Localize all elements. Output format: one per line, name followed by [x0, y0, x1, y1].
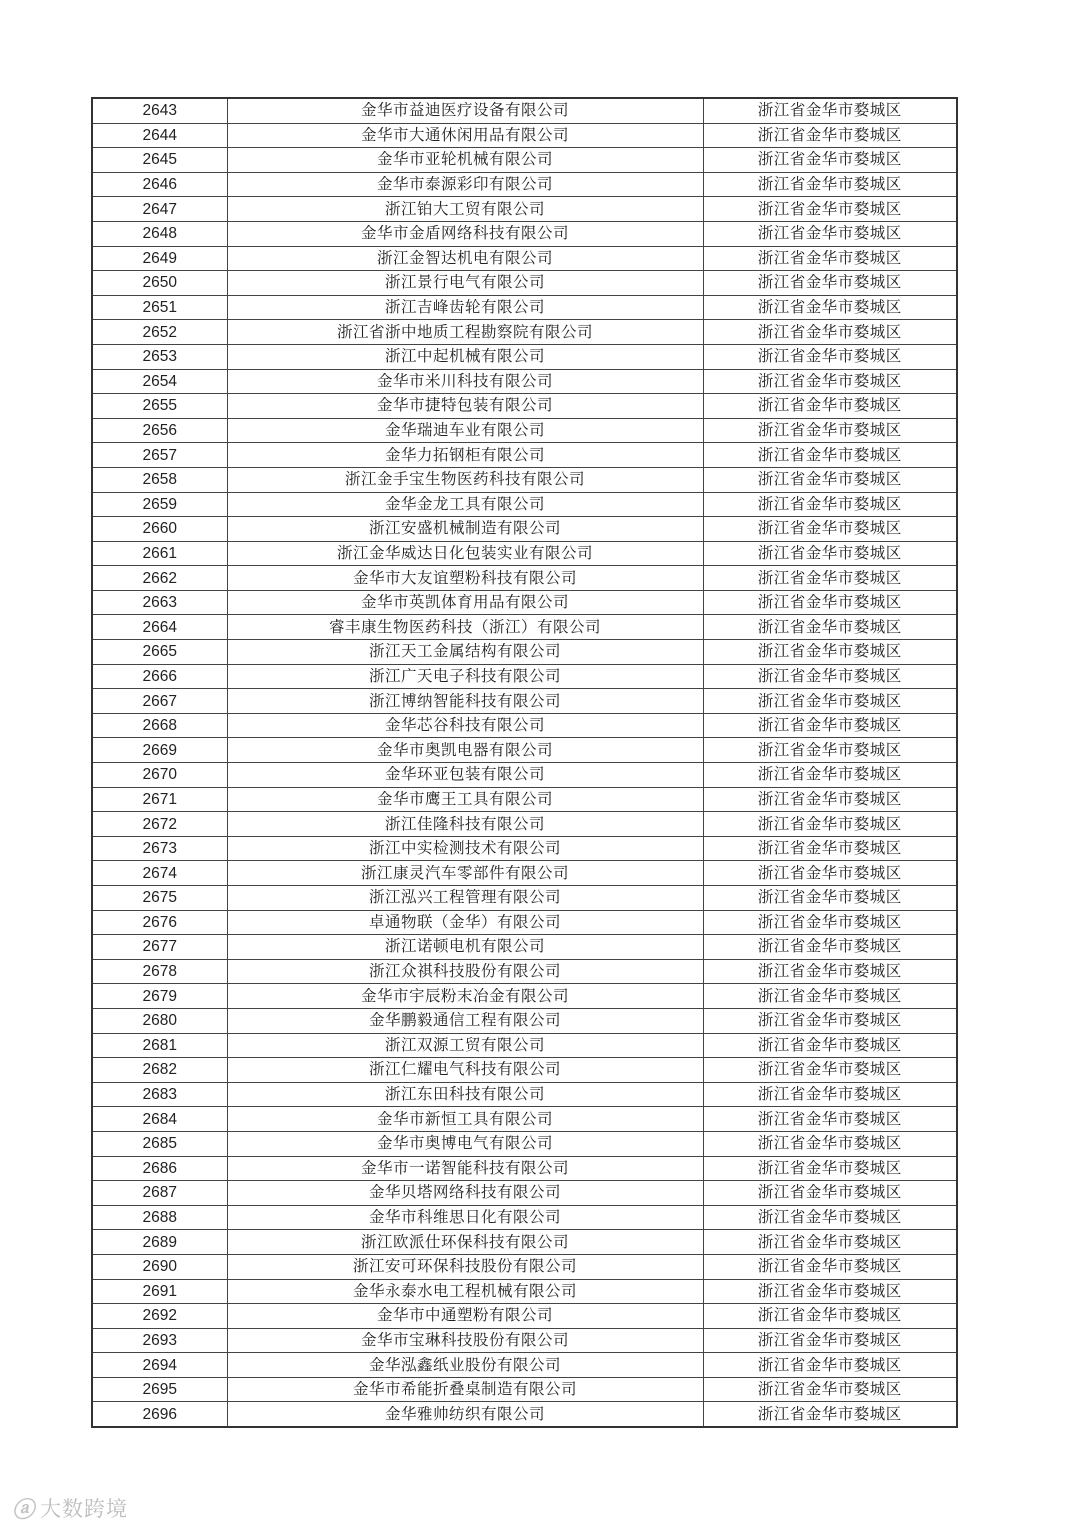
table-row: [92, 1402, 957, 1427]
company-name-cell: 金华贝塔网络科技有限公司: [227, 1181, 703, 1206]
row-number-cell: 2645: [92, 148, 227, 173]
company-name-cell: 浙江天工金属结构有限公司: [227, 640, 703, 665]
region-cell: 浙江省金华市婺城区: [703, 664, 957, 689]
company-name-cell: 金华市奥博电气有限公司: [227, 1131, 703, 1156]
company-name-cell: 浙江泓兴工程管理有限公司: [227, 886, 703, 911]
row-number-cell: 2686: [92, 1156, 227, 1181]
region-cell: 浙江省金华市婺城区: [703, 787, 957, 812]
row-number-cell: 2647: [92, 197, 227, 222]
row-number-cell: 2692: [92, 1304, 227, 1329]
company-name-cell: 浙江双源工贸有限公司: [227, 1033, 703, 1058]
table-row: [92, 640, 957, 665]
company-name-cell: 浙江中起机械有限公司: [227, 344, 703, 369]
company-name-cell: 浙江金华威达日化包装实业有限公司: [227, 541, 703, 566]
row-number-cell: 2693: [92, 1328, 227, 1353]
row-number-cell: 2644: [92, 123, 227, 148]
row-number-cell: 2660: [92, 517, 227, 542]
table-row: [92, 664, 957, 689]
region-cell: 浙江省金华市婺城区: [703, 1402, 957, 1427]
company-name-cell: 金华市米川科技有限公司: [227, 369, 703, 394]
company-name-cell: 金华市新恒工具有限公司: [227, 1107, 703, 1132]
region-cell: 浙江省金华市婺城区: [703, 984, 957, 1009]
table-row: [92, 689, 957, 714]
region-cell: 浙江省金华市婺城区: [703, 689, 957, 714]
region-cell: 浙江省金华市婺城区: [703, 492, 957, 517]
company-name-cell: 金华瑞迪车业有限公司: [227, 418, 703, 443]
region-cell: 浙江省金华市婺城区: [703, 812, 957, 837]
row-number-cell: 2680: [92, 1008, 227, 1033]
row-number-cell: 2661: [92, 541, 227, 566]
company-name-cell: 金华市英凯体育用品有限公司: [227, 590, 703, 615]
row-number-cell: 2652: [92, 320, 227, 345]
table-row: [92, 1304, 957, 1329]
region-cell: 浙江省金华市婺城区: [703, 369, 957, 394]
table-row: [92, 1279, 957, 1304]
company-name-cell: 金华市希能折叠桌制造有限公司: [227, 1377, 703, 1402]
region-cell: 浙江省金华市婺城区: [703, 935, 957, 960]
table-row: [92, 812, 957, 837]
region-cell: 浙江省金华市婺城区: [703, 1058, 957, 1083]
row-number-cell: 2694: [92, 1353, 227, 1378]
company-name-cell: 浙江众祺科技股份有限公司: [227, 959, 703, 984]
region-cell: 浙江省金华市婺城区: [703, 910, 957, 935]
region-cell: 浙江省金华市婺城区: [703, 172, 957, 197]
company-name-cell: 金华力拓钢柜有限公司: [227, 443, 703, 468]
company-name-cell: 金华市一诺智能科技有限公司: [227, 1156, 703, 1181]
region-cell: 浙江省金华市婺城区: [703, 344, 957, 369]
region-cell: 浙江省金华市婺城区: [703, 517, 957, 542]
region-cell: 浙江省金华市婺城区: [703, 1328, 957, 1353]
company-name-cell: 金华市中通塑粉有限公司: [227, 1304, 703, 1329]
region-cell: 浙江省金华市婺城区: [703, 836, 957, 861]
table-row: [92, 1328, 957, 1353]
company-list-table: [91, 97, 958, 1428]
row-number-cell: 2679: [92, 984, 227, 1009]
table-row: [92, 394, 957, 419]
region-cell: 浙江省金华市婺城区: [703, 1156, 957, 1181]
region-cell: 浙江省金华市婺城区: [703, 1205, 957, 1230]
table-row: [92, 566, 957, 591]
row-number-cell: 2651: [92, 295, 227, 320]
region-cell: 浙江省金华市婺城区: [703, 1082, 957, 1107]
region-cell: 浙江省金华市婺城区: [703, 763, 957, 788]
row-number-cell: 2665: [92, 640, 227, 665]
row-number-cell: 2669: [92, 738, 227, 763]
region-cell: 浙江省金华市婺城区: [703, 1353, 957, 1378]
company-name-cell: 金华永泰水电工程机械有限公司: [227, 1279, 703, 1304]
table-row: [92, 123, 957, 148]
table-row: [92, 320, 957, 345]
company-name-cell: 浙江诺顿电机有限公司: [227, 935, 703, 960]
table-body: [92, 98, 957, 1427]
row-number-cell: 2673: [92, 836, 227, 861]
table-row: [92, 935, 957, 960]
row-number-cell: 2689: [92, 1230, 227, 1255]
region-cell: 浙江省金华市婺城区: [703, 271, 957, 296]
row-number-cell: 2668: [92, 713, 227, 738]
table-row: [92, 1033, 957, 1058]
row-number-cell: 2682: [92, 1058, 227, 1083]
company-name-cell: 浙江仁耀电气科技有限公司: [227, 1058, 703, 1083]
table-row: [92, 615, 957, 640]
row-number-cell: 2663: [92, 590, 227, 615]
row-number-cell: 2685: [92, 1131, 227, 1156]
row-number-cell: 2656: [92, 418, 227, 443]
region-cell: 浙江省金华市婺城区: [703, 1033, 957, 1058]
region-cell: 浙江省金华市婺城区: [703, 640, 957, 665]
row-number-cell: 2653: [92, 344, 227, 369]
table-row: [92, 861, 957, 886]
company-name-cell: 金华泓鑫纸业股份有限公司: [227, 1353, 703, 1378]
company-name-cell: 金华市科维思日化有限公司: [227, 1205, 703, 1230]
table-row: [92, 1008, 957, 1033]
row-number-cell: 2659: [92, 492, 227, 517]
row-number-cell: 2671: [92, 787, 227, 812]
table-row: [92, 517, 957, 542]
table-row: [92, 1107, 957, 1132]
table-row: [92, 1230, 957, 1255]
table-row: [92, 246, 957, 271]
table-row: [92, 1131, 957, 1156]
table-row: [92, 295, 957, 320]
region-cell: 浙江省金华市婺城区: [703, 1131, 957, 1156]
company-name-cell: 金华金龙工具有限公司: [227, 492, 703, 517]
region-cell: 浙江省金华市婺城区: [703, 541, 957, 566]
row-number-cell: 2664: [92, 615, 227, 640]
row-number-cell: 2678: [92, 959, 227, 984]
company-name-cell: 金华雅帅纺织有限公司: [227, 1402, 703, 1427]
region-cell: 浙江省金华市婺城区: [703, 1377, 957, 1402]
company-name-cell: 浙江东田科技有限公司: [227, 1082, 703, 1107]
row-number-cell: 2658: [92, 467, 227, 492]
table-row: [92, 467, 957, 492]
row-number-cell: 2654: [92, 369, 227, 394]
company-name-cell: 金华鹏毅通信工程有限公司: [227, 1008, 703, 1033]
region-cell: 浙江省金华市婺城区: [703, 1279, 957, 1304]
table-row: [92, 197, 957, 222]
region-cell: 浙江省金华市婺城区: [703, 738, 957, 763]
company-name-cell: 金华芯谷科技有限公司: [227, 713, 703, 738]
region-cell: 浙江省金华市婺城区: [703, 443, 957, 468]
company-name-cell: 金华市宝琳科技股份有限公司: [227, 1328, 703, 1353]
table-row: [92, 886, 957, 911]
company-name-cell: 金华市大通休闲用品有限公司: [227, 123, 703, 148]
company-name-cell: 浙江金智达机电有限公司: [227, 246, 703, 271]
company-name-cell: 金华市益迪医疗设备有限公司: [227, 98, 703, 123]
region-cell: 浙江省金华市婺城区: [703, 394, 957, 419]
company-name-cell: 浙江吉峰齿轮有限公司: [227, 295, 703, 320]
table-row: [92, 492, 957, 517]
region-cell: 浙江省金华市婺城区: [703, 418, 957, 443]
table-row: [92, 98, 957, 123]
company-name-cell: 浙江佳隆科技有限公司: [227, 812, 703, 837]
row-number-cell: 2649: [92, 246, 227, 271]
company-name-cell: 浙江康灵汽车零部件有限公司: [227, 861, 703, 886]
row-number-cell: 2684: [92, 1107, 227, 1132]
region-cell: 浙江省金华市婺城区: [703, 246, 957, 271]
region-cell: 浙江省金华市婺城区: [703, 467, 957, 492]
company-name-cell: 浙江金手宝生物医药科技有限公司: [227, 467, 703, 492]
table-row: [92, 1254, 957, 1279]
table-row: [92, 1082, 957, 1107]
row-number-cell: 2690: [92, 1254, 227, 1279]
company-name-cell: 浙江铂大工贸有限公司: [227, 197, 703, 222]
row-number-cell: 2687: [92, 1181, 227, 1206]
row-number-cell: 2648: [92, 221, 227, 246]
table-row: [92, 1377, 957, 1402]
watermark: [12, 1494, 128, 1522]
table-row: [92, 910, 957, 935]
row-number-cell: 2666: [92, 664, 227, 689]
table-row: [92, 763, 957, 788]
table-row: [92, 590, 957, 615]
company-name-cell: 浙江中实检测技术有限公司: [227, 836, 703, 861]
table-row: [92, 836, 957, 861]
region-cell: 浙江省金华市婺城区: [703, 98, 957, 123]
company-name-cell: 金华市宇辰粉末冶金有限公司: [227, 984, 703, 1009]
table-row: [92, 1156, 957, 1181]
table-row: [92, 984, 957, 1009]
row-number-cell: 2670: [92, 763, 227, 788]
company-name-cell: 金华市大友谊塑粉科技有限公司: [227, 566, 703, 591]
region-cell: 浙江省金华市婺城区: [703, 615, 957, 640]
region-cell: 浙江省金华市婺城区: [703, 566, 957, 591]
row-number-cell: 2650: [92, 271, 227, 296]
table-row: [92, 1353, 957, 1378]
row-number-cell: 2683: [92, 1082, 227, 1107]
company-name-cell: 浙江省浙中地质工程勘察院有限公司: [227, 320, 703, 345]
region-cell: 浙江省金华市婺城区: [703, 1008, 957, 1033]
row-number-cell: 2681: [92, 1033, 227, 1058]
table-row: [92, 1181, 957, 1206]
row-number-cell: 2672: [92, 812, 227, 837]
company-name-cell: 金华市金盾网络科技有限公司: [227, 221, 703, 246]
region-cell: 浙江省金华市婺城区: [703, 1304, 957, 1329]
region-cell: 浙江省金华市婺城区: [703, 221, 957, 246]
company-name-cell: 睿丰康生物医药科技（浙江）有限公司: [227, 615, 703, 640]
region-cell: 浙江省金华市婺城区: [703, 148, 957, 173]
table-row: [92, 1205, 957, 1230]
region-cell: 浙江省金华市婺城区: [703, 590, 957, 615]
company-name-cell: 浙江欧派仕环保科技有限公司: [227, 1230, 703, 1255]
table-row: [92, 713, 957, 738]
region-cell: 浙江省金华市婺城区: [703, 713, 957, 738]
company-name-cell: 金华市鹰王工具有限公司: [227, 787, 703, 812]
row-number-cell: 2657: [92, 443, 227, 468]
company-name-cell: 金华市奥凯电器有限公司: [227, 738, 703, 763]
region-cell: 浙江省金华市婺城区: [703, 1230, 957, 1255]
table-row: [92, 271, 957, 296]
row-number-cell: 2695: [92, 1377, 227, 1402]
row-number-cell: 2662: [92, 566, 227, 591]
table-row: [92, 959, 957, 984]
region-cell: 浙江省金华市婺城区: [703, 295, 957, 320]
region-cell: 浙江省金华市婺城区: [703, 1254, 957, 1279]
row-number-cell: 2691: [92, 1279, 227, 1304]
region-cell: 浙江省金华市婺城区: [703, 886, 957, 911]
region-cell: 浙江省金华市婺城区: [703, 1107, 957, 1132]
row-number-cell: 2696: [92, 1402, 227, 1427]
row-number-cell: 2688: [92, 1205, 227, 1230]
table-row: [92, 369, 957, 394]
company-name-cell: 金华环亚包装有限公司: [227, 763, 703, 788]
row-number-cell: 2667: [92, 689, 227, 714]
region-cell: 浙江省金华市婺城区: [703, 197, 957, 222]
region-cell: 浙江省金华市婺城区: [703, 959, 957, 984]
company-name-cell: 浙江博纳智能科技有限公司: [227, 689, 703, 714]
table-row: [92, 148, 957, 173]
company-name-cell: 金华市捷特包装有限公司: [227, 394, 703, 419]
company-name-cell: 浙江安盛机械制造有限公司: [227, 517, 703, 542]
company-name-cell: 金华市泰源彩印有限公司: [227, 172, 703, 197]
row-number-cell: 2643: [92, 98, 227, 123]
region-cell: 浙江省金华市婺城区: [703, 1181, 957, 1206]
table-row: [92, 541, 957, 566]
region-cell: 浙江省金华市婺城区: [703, 123, 957, 148]
company-name-cell: 浙江安可环保科技股份有限公司: [227, 1254, 703, 1279]
table-row: [92, 1058, 957, 1083]
company-name-cell: 浙江景行电气有限公司: [227, 271, 703, 296]
table-row: [92, 787, 957, 812]
company-name-cell: 卓通物联（金华）有限公司: [227, 910, 703, 935]
row-number-cell: 2674: [92, 861, 227, 886]
company-name-cell: 金华市亚轮机械有限公司: [227, 148, 703, 173]
table-row: [92, 172, 957, 197]
row-number-cell: 2655: [92, 394, 227, 419]
region-cell: 浙江省金华市婺城区: [703, 861, 957, 886]
table-row: [92, 418, 957, 443]
row-number-cell: 2646: [92, 172, 227, 197]
watermark-logo-icon: ⓐ: [12, 1497, 35, 1523]
row-number-cell: 2677: [92, 935, 227, 960]
table-row: [92, 443, 957, 468]
table-row: [92, 738, 957, 763]
row-number-cell: 2676: [92, 910, 227, 935]
company-name-cell: 浙江广天电子科技有限公司: [227, 664, 703, 689]
table-row: [92, 221, 957, 246]
watermark-brand: 大数跨境: [40, 1497, 129, 1521]
table-row: [92, 344, 957, 369]
region-cell: 浙江省金华市婺城区: [703, 320, 957, 345]
row-number-cell: 2675: [92, 886, 227, 911]
